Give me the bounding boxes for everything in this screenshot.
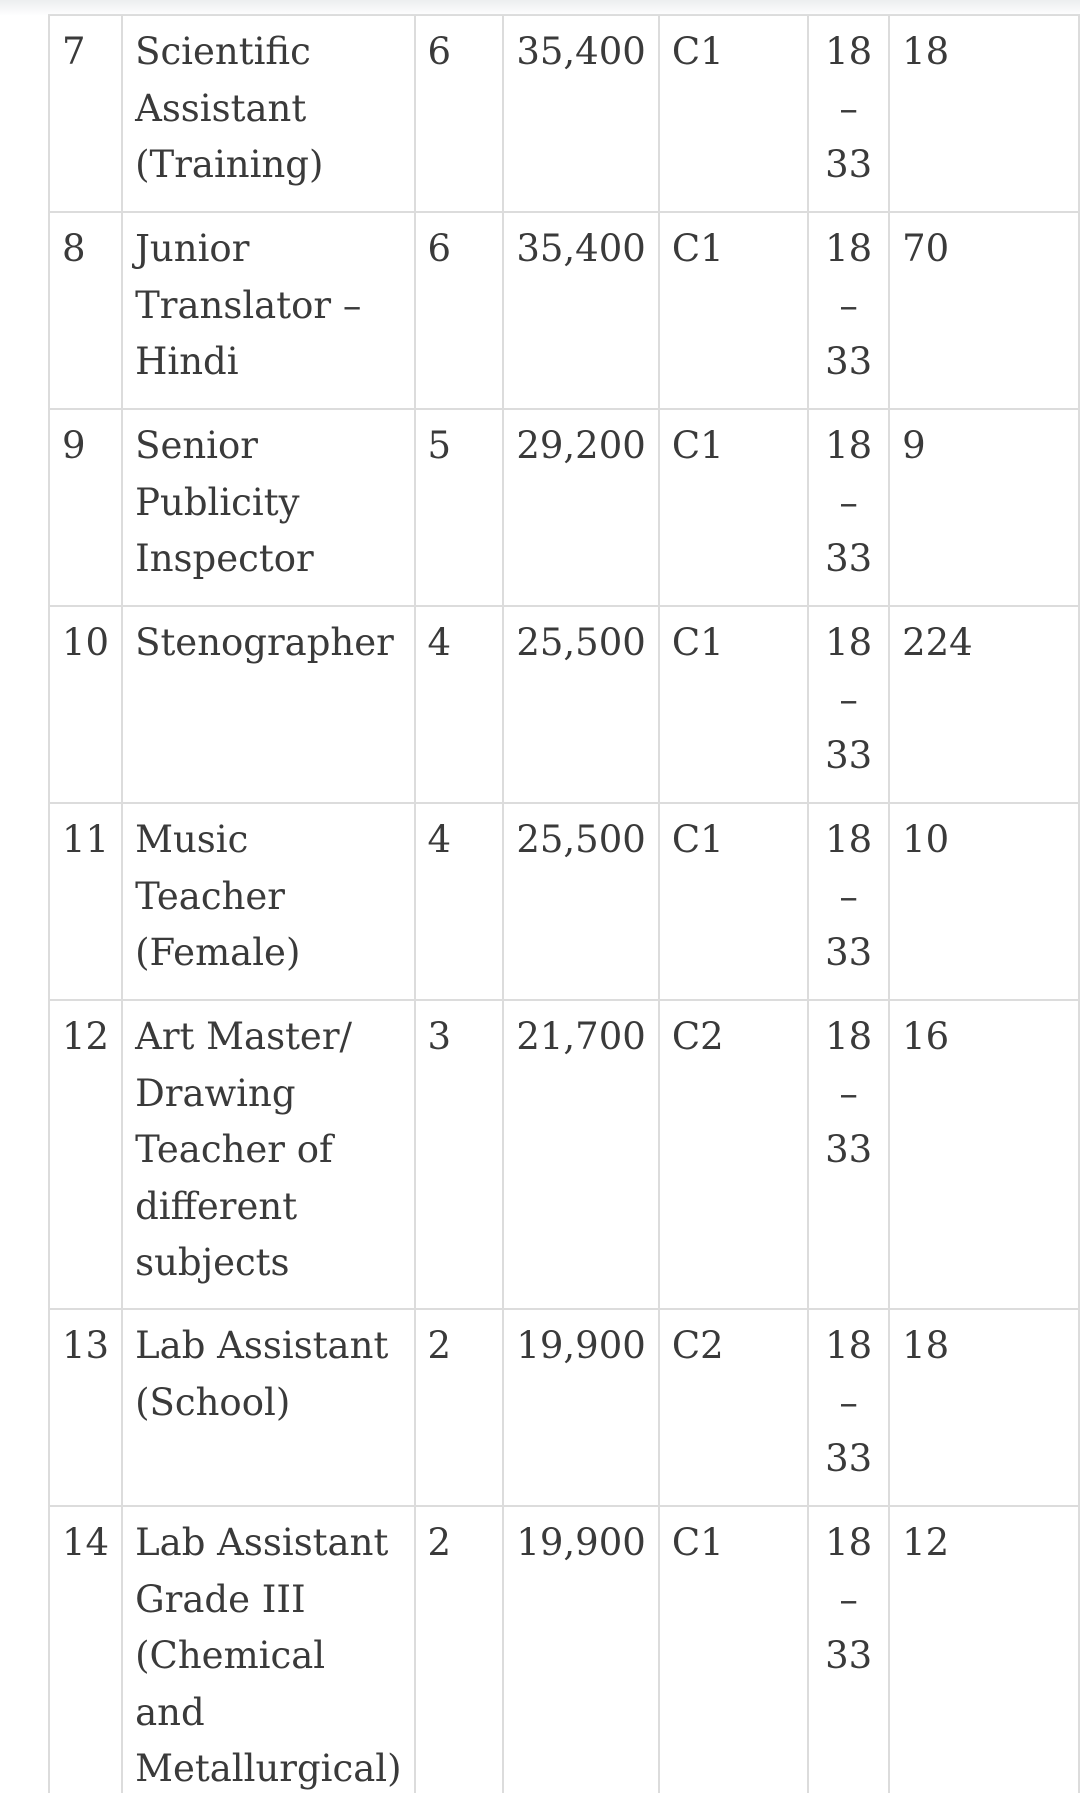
- age-min: 18: [825, 227, 873, 270]
- basic-pay: 25,500: [503, 606, 658, 803]
- vacancy-table: [48, 14, 1080, 1793]
- basic-pay: 19,900: [503, 1309, 658, 1506]
- row-number: 9: [49, 409, 122, 606]
- category: C1: [659, 606, 808, 803]
- age-limit: [808, 15, 889, 212]
- age-separator: –: [839, 283, 858, 327]
- basic-pay: 25,500: [503, 803, 658, 1000]
- vacancy-count: 9: [889, 409, 1079, 606]
- age-separator: –: [839, 86, 858, 130]
- age-limit: [808, 1506, 889, 1793]
- table-row: [49, 1309, 1079, 1506]
- table-row: [49, 803, 1079, 1000]
- age-max: 33: [825, 1128, 873, 1171]
- age-min: 18: [825, 424, 873, 467]
- age-max: 33: [825, 340, 873, 383]
- age-limit: [808, 1000, 889, 1309]
- age-limit: [808, 803, 889, 1000]
- pay-level: 5: [415, 409, 504, 606]
- table-row: [49, 15, 1079, 212]
- category: C1: [659, 803, 808, 1000]
- age-max: 33: [825, 143, 873, 186]
- age-min: 18: [825, 1521, 873, 1564]
- age-max: 33: [825, 1634, 873, 1677]
- row-number: 8: [49, 212, 122, 409]
- row-number: 12: [49, 1000, 122, 1309]
- basic-pay: 21,700: [503, 1000, 658, 1309]
- vacancy-count: 10: [889, 803, 1079, 1000]
- age-limit: [808, 212, 889, 409]
- pay-level: 6: [415, 15, 504, 212]
- pay-level: 3: [415, 1000, 504, 1309]
- category: C1: [659, 15, 808, 212]
- category: C2: [659, 1309, 808, 1506]
- table-row: [49, 1000, 1079, 1309]
- age-limit: [808, 1309, 889, 1506]
- vacancy-count: 12: [889, 1506, 1079, 1793]
- table-row: [49, 1506, 1079, 1793]
- row-number: 10: [49, 606, 122, 803]
- post-name: Art Master/ Drawing Teacher of different subjects: [122, 1000, 414, 1309]
- post-name: Lab Assistant Grade III (Chemical and Metallurgical): [122, 1506, 414, 1793]
- pay-level: 2: [415, 1506, 504, 1793]
- age-separator: –: [839, 677, 858, 721]
- post-name: Lab Assistant (School): [122, 1309, 414, 1506]
- row-number: 13: [49, 1309, 122, 1506]
- age-separator: –: [839, 1577, 858, 1621]
- age-limit: [808, 606, 889, 803]
- post-name: Scientific Assistant (Training): [122, 15, 414, 212]
- row-number: 7: [49, 15, 122, 212]
- basic-pay: 19,900: [503, 1506, 658, 1793]
- pay-level: 4: [415, 803, 504, 1000]
- vacancy-count: 70: [889, 212, 1079, 409]
- vacancy-count: 18: [889, 1309, 1079, 1506]
- pay-level: 2: [415, 1309, 504, 1506]
- age-max: 33: [825, 537, 873, 580]
- basic-pay: 35,400: [503, 212, 658, 409]
- age-separator: –: [839, 1071, 858, 1115]
- age-min: 18: [825, 621, 873, 664]
- category: C1: [659, 1506, 808, 1793]
- age-separator: –: [839, 874, 858, 918]
- table-row: [49, 606, 1079, 803]
- table-row: [49, 212, 1079, 409]
- category: C1: [659, 212, 808, 409]
- vacancy-count: 224: [889, 606, 1079, 803]
- category: C2: [659, 1000, 808, 1309]
- age-separator: –: [839, 1380, 858, 1424]
- top-scroll-shadow: [0, 0, 1080, 16]
- post-name: Senior Publicity Inspector: [122, 409, 414, 606]
- age-separator: –: [839, 480, 858, 524]
- vacancy-count: 16: [889, 1000, 1079, 1309]
- basic-pay: 35,400: [503, 15, 658, 212]
- vacancy-table-body: [49, 15, 1079, 1793]
- post-name: Stenographer: [122, 606, 414, 803]
- pay-level: 4: [415, 606, 504, 803]
- age-min: 18: [825, 1015, 873, 1058]
- vacancy-count: 18: [889, 15, 1079, 212]
- age-min: 18: [825, 30, 873, 73]
- age-max: 33: [825, 931, 873, 974]
- basic-pay: 29,200: [503, 409, 658, 606]
- category: C1: [659, 409, 808, 606]
- age-limit: [808, 409, 889, 606]
- row-number: 11: [49, 803, 122, 1000]
- post-name: Music Teacher (Female): [122, 803, 414, 1000]
- pay-level: 6: [415, 212, 504, 409]
- age-min: 18: [825, 1324, 873, 1367]
- table-row: [49, 409, 1079, 606]
- row-number: 14: [49, 1506, 122, 1793]
- age-max: 33: [825, 1437, 873, 1480]
- age-min: 18: [825, 818, 873, 861]
- post-name: Junior Translator – Hindi: [122, 212, 414, 409]
- age-max: 33: [825, 734, 873, 777]
